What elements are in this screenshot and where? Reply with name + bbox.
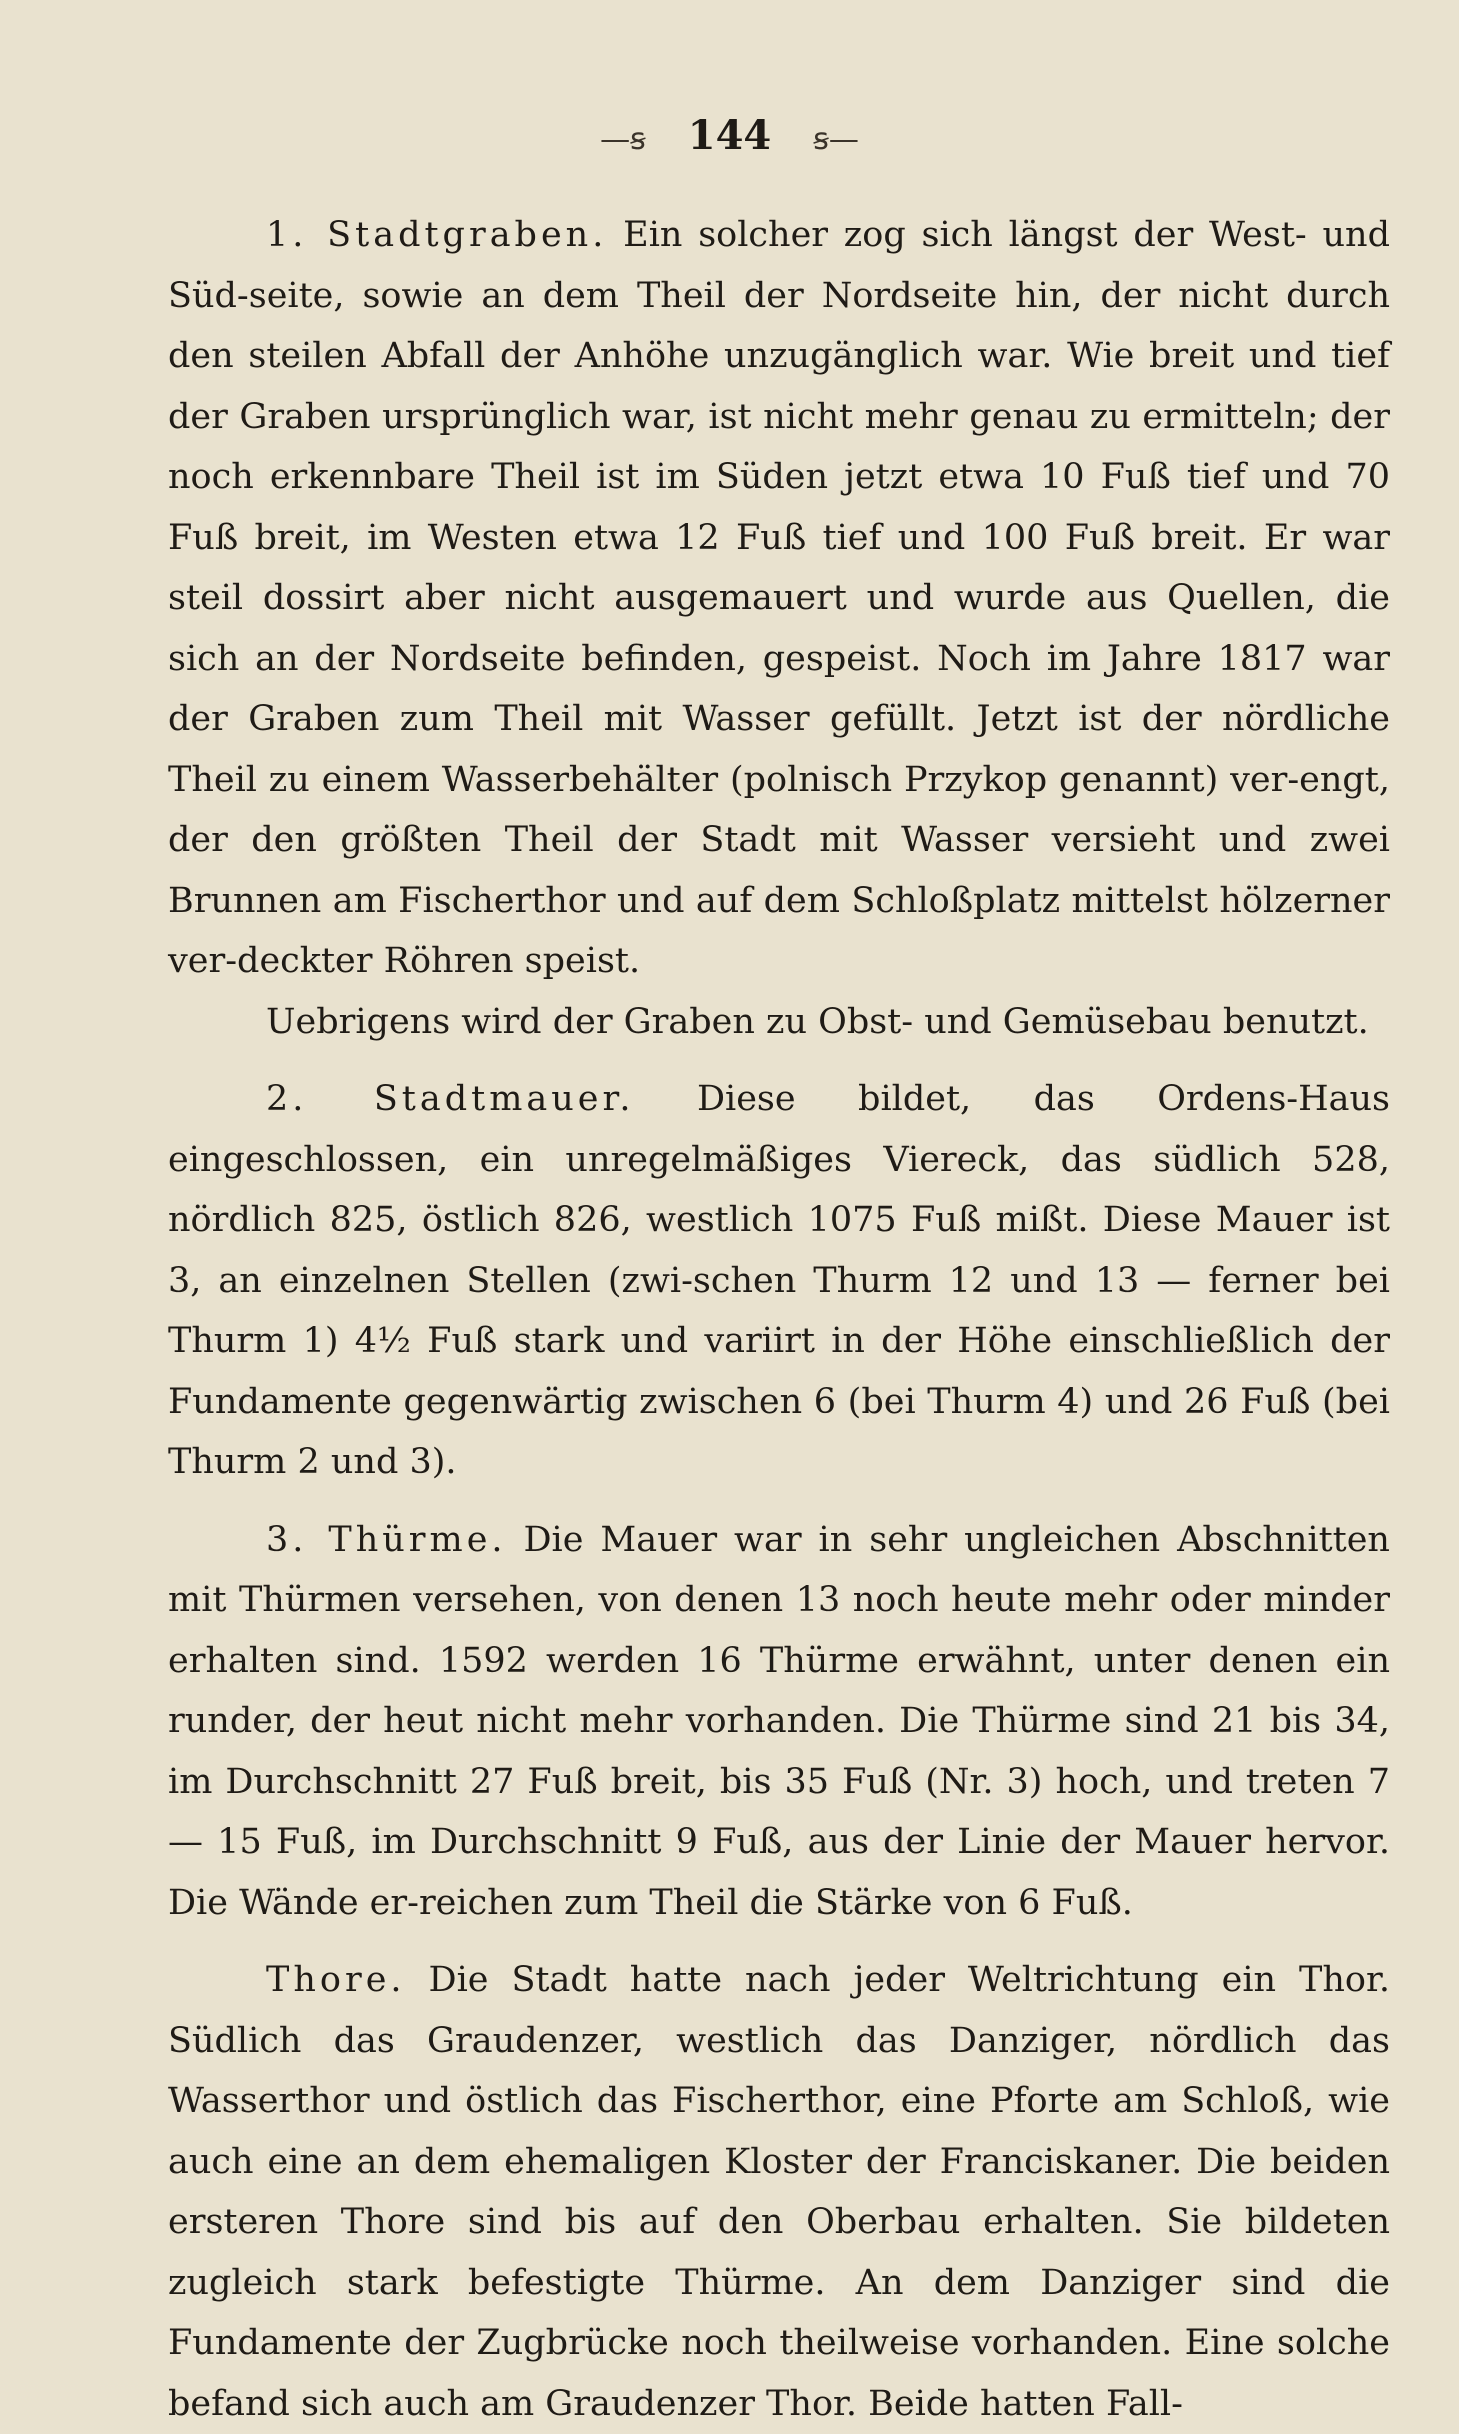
paragraph-stadtmauer	[168, 1069, 1390, 1493]
paragraph-text: Diese bildet, das Ordens-Haus eingeschlossen, ein unregelmäßiges Viereck, das südlich 528, nördlich 825, östlich 826, westlich 1075 Fuß mißt. Diese Mauer ist 3, an einzelnen Stellen (zwi-schen Thurm 12 und 13 — ferner bei Thurm 1) 4½ Fuß stark und variirt in der Höhe einschließlich der Fundamente gegenwärtig zwischen 6 (bei Thurm 4) und 26 Fuß (bei Thurm 2 und 3).	[168, 1079, 1390, 1482]
ornament-right: ꞩ—	[813, 122, 859, 157]
paragraph-text: Uebrigens wird der Graben zu Obst- und Gemüsebau benutzt.	[266, 1001, 1369, 1042]
section-heading: Thore.	[266, 1960, 406, 2000]
paragraph-text: Die Mauer war in sehr ungleichen Abschnitten mit Thürmen versehen, von denen 13 noch heute mehr oder minder erhalten sind. 1592 werden 16 Thürme erwähnt, unter denen ein runder, der heut nicht mehr vorhanden. Die Thürme sind 21 bis 34, im Durchschnitt 27 Fuß breit, bis 35 Fuß (Nr. 3) hoch, und treten 7 — 15 Fuß, im Durchschnitt 9 Fuß, aus der Linie der Mauer hervor. Die Wände er-reichen zum Theil die Stärke von 6 Fuß.	[168, 1519, 1390, 1923]
section-heading: 2. Stadtmauer.	[266, 1079, 635, 1119]
paragraph-thuerme	[168, 1510, 1390, 1934]
page-body	[168, 205, 1390, 2434]
page-number: 144	[687, 112, 772, 159]
section-heading: 3. Thürme.	[266, 1519, 507, 1560]
paragraph-text: Ein solcher zog sich längst der West- und Süd-seite, sowie an dem Theil der Nordseite hin, der nicht durch den steilen Abfall der Anhöhe unzugänglich war. Wie breit und tief der Graben ursprünglich war, ist nicht mehr genau zu ermitteln; der noch erkennbare Theil ist im Süden jetzt etwa 10 Fuß tief und 70 Fuß breit, im Westen etwa 12 Fuß tief und 100 Fuß breit. Er war steil dossirt aber nicht ausgemauert und wurde aus Quellen, die sich an der Nordseite befinden, gespeist. Noch im Jahre 1817 war der Graben zum Theil mit Wasser gefüllt. Jetzt ist der nördliche Theil zu einem Wasserbehälter (polnisch Przykop genannt) ver-engt, der den größten Theil der Stadt mit Wasser versieht und zwei Brunnen am Fischerthor und auf dem Schloßplatz mittelst hölzerner ver-deckter Röhren speist.	[168, 215, 1390, 981]
paragraph-stadtgraben	[168, 205, 1390, 992]
paragraph-text: Die Stadt hatte nach jeder Weltrichtung ein Thor. Südlich das Graudenzer, westlich das Danziger, nördlich das Wasserthor und östlich das Fischerthor, eine Pforte am Schloß, wie auch eine an dem ehemaligen Kloster der Franciskaner. Die beiden ersteren Thore sind bis auf den Oberbau erhalten. Sie bildeten zugleich stark befestigte Thürme. An dem Danziger sind die Fundamente der Zugbrücke noch theilweise vorhanden. Eine solche befand sich auch am Graudenzer Thor. Beide hatten Fall-	[168, 1960, 1390, 2424]
section-heading: 1. Stadtgraben.	[266, 215, 608, 255]
ornament-left: —ꞩ	[600, 122, 646, 157]
paragraph-uebrigens	[168, 992, 1390, 1053]
page-header	[0, 112, 1459, 159]
paragraph-thore	[168, 1950, 1390, 2434]
